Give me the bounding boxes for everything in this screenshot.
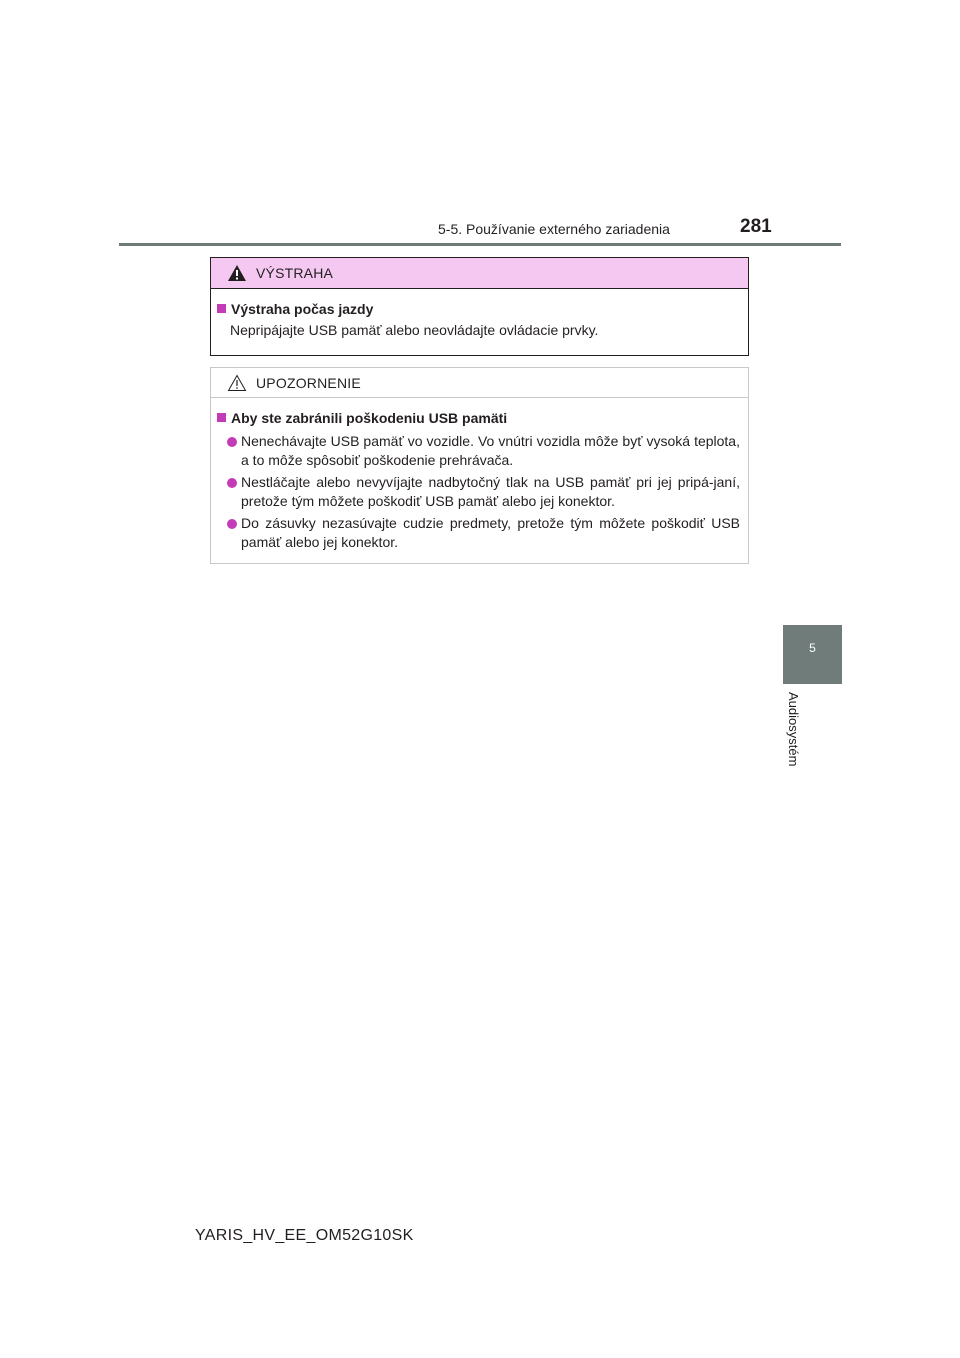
page-number: 281 — [740, 216, 772, 237]
list-item: Nenechávajte USB pamäť vo vozidle. Vo vnútri vozidla môže byť vysoká teplota, a to môže spôsobiť poškodenie prehrávača. — [227, 432, 740, 470]
round-bullet-icon — [227, 478, 237, 488]
caution-header — [211, 368, 748, 398]
round-bullet-icon — [227, 437, 237, 447]
list-item: Nestláčajte alebo nevyvíjajte nadbytočný tlak na USB pamäť pri jej pripá-janí, pretože tým môžete poškodiť USB pamäť alebo jej konektor. — [227, 473, 740, 511]
warning-title: VÝSTRAHA — [256, 265, 334, 281]
square-bullet-icon — [217, 304, 226, 313]
caution-box — [210, 367, 749, 564]
warning-section-title: Výstraha počas jazdy — [217, 301, 373, 317]
warning-filled-triangle-icon — [227, 264, 247, 282]
section-title: 5-5. Používanie externého zariadenia — [438, 221, 670, 237]
chapter-number: 5 — [809, 641, 816, 655]
square-bullet-icon — [217, 413, 226, 422]
caution-title: UPOZORNENIE — [256, 375, 361, 391]
header-divider — [119, 243, 841, 246]
warning-header — [211, 258, 748, 289]
caution-section-title: Aby ste zabránili poškodeniu USB pamäti — [217, 410, 507, 426]
chapter-label: Audiosystém — [786, 692, 801, 767]
warning-box — [210, 257, 749, 356]
document-code: YARIS_HV_EE_OM52G10SK — [195, 1227, 414, 1244]
round-bullet-icon — [227, 519, 237, 529]
warning-text: Nepripájajte USB pamäť alebo neovládajte ovládacie prvky. — [230, 322, 599, 338]
list-item: Do zásuvky nezasúvajte cudzie predmety, pretože tým môžete poškodiť USB pamäť alebo jej konektor. — [227, 514, 740, 552]
chapter-tab — [783, 625, 842, 684]
caution-outline-triangle-icon — [227, 374, 247, 392]
